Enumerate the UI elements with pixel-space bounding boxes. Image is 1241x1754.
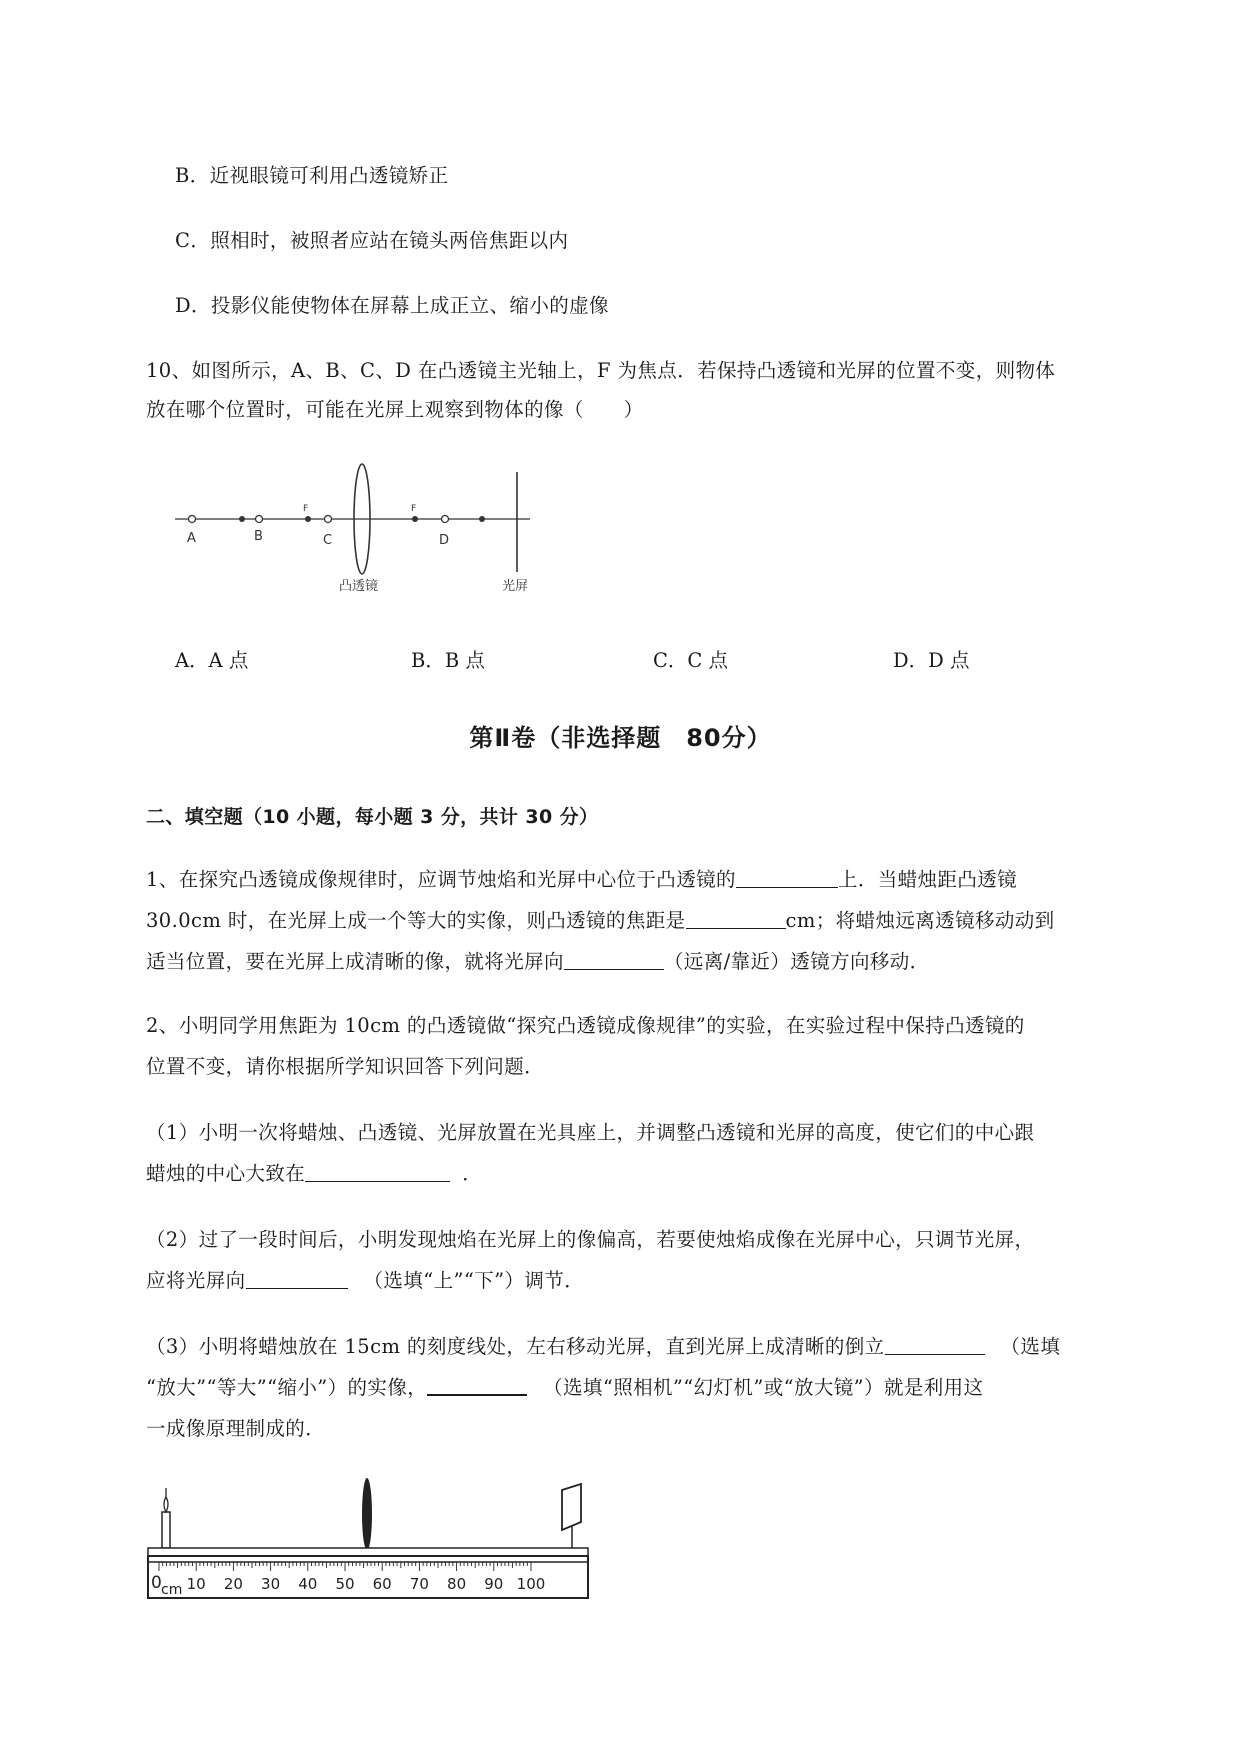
point-d xyxy=(442,516,449,523)
label-c: C xyxy=(323,533,333,548)
q10-option-b: B．B 点 xyxy=(411,649,485,672)
q2-sub2-line2 xyxy=(146,1265,584,1293)
screen-label: 光屏 xyxy=(502,579,529,594)
point-c xyxy=(325,516,332,523)
q1-line2 xyxy=(146,905,1055,933)
q2-blank-4 xyxy=(427,1374,527,1396)
q2-sub3-text-4: （选填“照相机”“幻灯机”或“放大镜”）就是利用这 xyxy=(543,1376,984,1399)
q10-line2: 放在哪个位置时，可能在光屏上观察到物体的像（ ） xyxy=(146,398,644,421)
point-b xyxy=(256,516,263,523)
q1-text-6: （远离/靠近）透镜方向移动． xyxy=(663,950,930,973)
ruler-label: 30 xyxy=(261,1575,281,1593)
convex-lens-diagram xyxy=(170,462,550,612)
section-subtitle: 二、填空题（10 小题，每小题 3 分，共计 30 分） xyxy=(146,806,599,828)
q1-blank-3 xyxy=(564,949,664,970)
q10-option-a: A．A 点 xyxy=(175,649,249,672)
q10-option-d: D．D 点 xyxy=(893,649,970,672)
q2-blank-2 xyxy=(246,1268,348,1289)
ruler-rail xyxy=(148,1548,588,1556)
screen-icon xyxy=(562,1484,581,1556)
option-c-prev: C．照相时，被照者应站在镜头两倍焦距以内 xyxy=(175,229,569,252)
label-f-left: F xyxy=(303,504,309,514)
ruler-label-unit: cm xyxy=(161,1582,183,1598)
q10-option-c: C．C 点 xyxy=(653,649,729,672)
section-title: 第Ⅱ卷（非选择题 80分） xyxy=(469,724,772,752)
optical-bench-diagram xyxy=(145,1470,595,1620)
q2-sub1-line2 xyxy=(146,1158,482,1186)
q2-sub1-text: 蜡烛的中心大致在 xyxy=(146,1162,306,1185)
ruler-label: 80 xyxy=(447,1575,467,1593)
ruler-label: 90 xyxy=(484,1575,504,1593)
q2-intro-line2: 位置不变，请你根据所学知识回答下列问题． xyxy=(146,1055,545,1078)
focus-left xyxy=(305,516,311,522)
q2-sub3-line1 xyxy=(146,1331,1060,1359)
q2-sub2-line1: （2）过了一段时间后，小明发现烛焰在光屏上的像偏高，若要使烛焰成像在光屏中心，只调节光屏， xyxy=(146,1228,1035,1251)
q1-blank-2 xyxy=(686,908,786,929)
q2-sub3-line2 xyxy=(146,1372,983,1400)
ruler-label: 60 xyxy=(372,1575,392,1593)
q1-line1 xyxy=(146,864,1017,892)
ruler-label-zero: 0 xyxy=(151,1573,162,1593)
ruler-label: 10 xyxy=(186,1575,206,1593)
q1-text-2: 上．当蜡烛距凸透镜 xyxy=(837,868,1018,891)
q2-sub2-end: （选填“上”“下”）调节． xyxy=(363,1269,585,1292)
ruler-label: 70 xyxy=(409,1575,429,1593)
q2-intro-line1: 2、小明同学用焦距为 10cm 的凸透镜做“探究凸透镜成像规律”的实验，在实验过程中保持凸透镜的 xyxy=(146,1014,1025,1037)
ruler-label: 50 xyxy=(335,1575,355,1593)
label-f-right: F xyxy=(411,504,417,514)
q1-blank-1 xyxy=(736,867,838,888)
ruler-label: 100 xyxy=(516,1575,546,1593)
point-a xyxy=(189,516,196,523)
option-d-prev: D．投影仪能使物体在屏幕上成正立、缩小的虚像 xyxy=(175,294,609,317)
lens-label: 凸透镜 xyxy=(339,579,379,594)
q1-text-5: 适当位置，要在光屏上成清晰的像，就将光屏向 xyxy=(146,950,564,973)
q2-blank-3 xyxy=(885,1334,985,1355)
label-d: D xyxy=(439,533,450,548)
option-b-prev: B．近视眼镜可利用凸透镜矫正 xyxy=(175,164,449,187)
candle-icon xyxy=(162,1488,170,1548)
q2-sub3-line3: 一成像原理制成的． xyxy=(146,1417,326,1440)
q2-sub3-text-3: “放大”“等大”“缩小”）的实像， xyxy=(146,1376,428,1399)
q2-blank-1 xyxy=(305,1161,450,1182)
ruler-label: 20 xyxy=(223,1575,243,1593)
dot-2f-left xyxy=(239,516,245,522)
q2-sub2-text: 应将光屏向 xyxy=(146,1269,246,1292)
q10-line1: 10、如图所示，A、B、C、D 在凸透镜主光轴上，F 为焦点．若保持凸透镜和光屏的位置不变，则物体 xyxy=(146,359,1056,382)
q2-sub1-line1: （1）小明一次将蜡烛、凸透镜、光屏放置在光具座上，并调整凸透镜和光屏的高度，使它们的中心跟 xyxy=(146,1121,1035,1144)
focus-right xyxy=(412,516,418,522)
q1-text-4: cm；将蜡烛远离透镜移动动到 xyxy=(785,909,1055,932)
q1-text-1: 1、在探究凸透镜成像规律时，应调节烛焰和光屏中心位于凸透镜的 xyxy=(146,868,736,891)
label-a: A xyxy=(187,531,196,546)
q1-text-3: 30.0cm 时，在光屏上成一个等大的实像，则凸透镜的焦距是 xyxy=(146,909,686,932)
q2-sub3-text-1: （3）小明将蜡烛放在 15cm 的刻度线处，左右移动光屏，直到光屏上成清晰的倒立 xyxy=(146,1335,885,1358)
q2-sub3-text-2: （选填 xyxy=(1000,1335,1061,1358)
q1-line3 xyxy=(146,946,930,974)
label-b: B xyxy=(254,529,263,544)
q2-sub1-end: ． xyxy=(462,1162,483,1185)
lens-icon xyxy=(362,1478,372,1556)
dot-2f-right xyxy=(479,516,485,522)
ruler-label: 40 xyxy=(298,1575,318,1593)
